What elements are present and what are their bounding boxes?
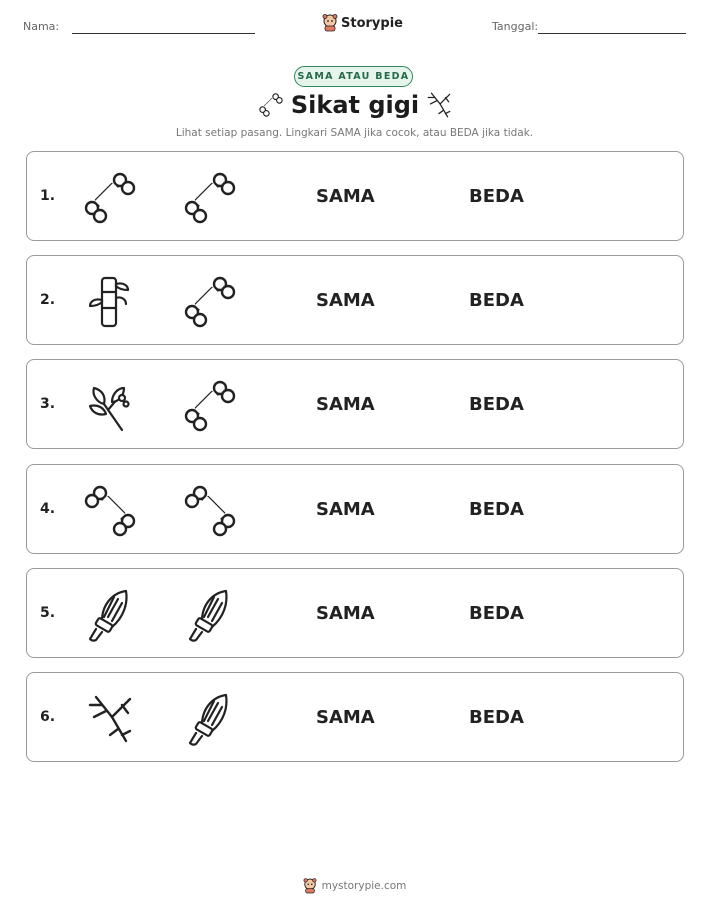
brand-logo	[322, 13, 403, 33]
same-option[interactable]: SAMA	[316, 498, 375, 520]
activity-badge: SAMA ATAU BEDA	[294, 66, 413, 87]
bristle-brush-icon	[82, 587, 138, 643]
name-field[interactable]	[72, 33, 255, 34]
bristle-brush-icon	[182, 691, 238, 747]
same-option[interactable]: SAMA	[316, 394, 375, 416]
row-number: 5.	[40, 604, 56, 621]
different-option[interactable]: BEDA	[469, 498, 524, 520]
twig-icon	[424, 90, 454, 120]
row-number: 4.	[40, 500, 56, 517]
same-option[interactable]: SAMA	[316, 290, 375, 312]
page-footer	[0, 878, 709, 894]
worksheet-header	[0, 0, 709, 50]
leafy-twig-icon	[82, 378, 138, 434]
row-number: 6.	[40, 709, 56, 725]
different-option[interactable]: BEDA	[469, 707, 524, 728]
bone-icon	[82, 483, 138, 539]
different-option[interactable]: BEDA	[469, 290, 524, 312]
bone-icon	[182, 378, 238, 434]
bamboo-icon	[82, 274, 138, 330]
bristle-brush-icon	[182, 587, 238, 643]
brand-name: Storypie	[341, 15, 403, 31]
comparison-row	[26, 359, 684, 449]
row-number: 3.	[40, 396, 56, 413]
twig-icon	[82, 691, 138, 747]
different-option[interactable]: BEDA	[469, 186, 524, 207]
same-option[interactable]: SAMA	[316, 602, 375, 624]
bone-icon	[182, 483, 238, 539]
row-number: 2.	[40, 292, 56, 309]
footer-url: mystorypie.com	[321, 880, 407, 892]
comparison-row	[26, 464, 684, 554]
bone-icon	[182, 274, 238, 330]
comparison-row	[26, 672, 684, 762]
row-number: 1.	[40, 188, 56, 204]
different-option[interactable]: BEDA	[469, 602, 524, 624]
bone-icon	[182, 170, 238, 226]
storypie-mascot-icon	[322, 14, 338, 32]
different-option[interactable]: BEDA	[469, 394, 524, 416]
name-label: Nama:	[23, 20, 60, 33]
same-option[interactable]: SAMA	[316, 707, 375, 728]
comparison-row	[26, 151, 684, 241]
comparison-row	[26, 255, 684, 345]
comparison-row	[26, 568, 684, 658]
date-field[interactable]	[538, 33, 686, 34]
storypie-mascot-icon	[303, 878, 317, 894]
same-option[interactable]: SAMA	[316, 186, 375, 207]
date-label: Tanggal:	[492, 20, 539, 33]
page-title: Sikat gigi	[290, 91, 420, 119]
instruction-text: Lihat setiap pasang. Lingkari SAMA jika cocok, atau BEDA jika tidak.	[175, 127, 534, 139]
bone-icon	[82, 170, 138, 226]
